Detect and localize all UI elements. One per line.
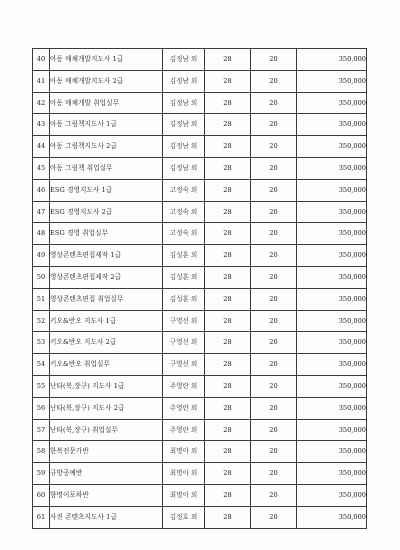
instructor: 주영란 외 (163, 397, 205, 419)
course-name: ESG 경영지도사 1급 (50, 179, 163, 201)
instructor: 주영란 외 (163, 419, 205, 441)
fee: 350,000 (297, 354, 367, 376)
hours: 28 (205, 70, 251, 92)
table-row (33, 92, 367, 114)
table-row (33, 245, 367, 267)
fee: 350,000 (297, 179, 367, 201)
instructor: 구영선 외 (163, 332, 205, 354)
seats: 20 (251, 288, 297, 310)
course-name: 영상콘텐츠편집 취업실무 (50, 288, 163, 310)
fee: 350,000 (297, 114, 367, 136)
hours: 28 (205, 223, 251, 245)
table-row (33, 288, 367, 310)
seats: 20 (251, 70, 297, 92)
hours: 28 (205, 441, 251, 463)
table-row (33, 49, 367, 71)
row-number: 48 (33, 223, 50, 245)
course-name: 아동 매체개발지도사 1급 (50, 49, 163, 71)
course-name: 난타(북,장구) 지도사 2급 (50, 397, 163, 419)
hours: 28 (205, 463, 251, 485)
seats: 20 (251, 136, 297, 158)
instructor: 김성훈 외 (163, 288, 205, 310)
fee: 350,000 (297, 288, 367, 310)
table-row (33, 223, 367, 245)
instructor: 김정남 외 (163, 136, 205, 158)
row-number: 49 (33, 245, 50, 267)
row-number: 54 (33, 354, 50, 376)
table-row (33, 506, 367, 528)
course-name: 키오&반오 지도사 1급 (50, 310, 163, 332)
table-row (33, 114, 367, 136)
course-name: 아동 그림책지도사 2급 (50, 136, 163, 158)
instructor: 김성훈 외 (163, 266, 205, 288)
table-row (33, 332, 367, 354)
hours: 28 (205, 245, 251, 267)
instructor: 고정숙 외 (163, 179, 205, 201)
table-row (33, 463, 367, 485)
hours: 28 (205, 157, 251, 179)
hours: 28 (205, 397, 251, 419)
row-number: 57 (33, 419, 50, 441)
row-number: 40 (33, 49, 50, 71)
seats: 20 (251, 245, 297, 267)
hours: 28 (205, 354, 251, 376)
fee: 350,000 (297, 136, 367, 158)
row-number: 53 (33, 332, 50, 354)
fee: 350,000 (297, 92, 367, 114)
course-name: 한복전문가반 (50, 441, 163, 463)
seats: 20 (251, 179, 297, 201)
seats: 20 (251, 49, 297, 71)
table-row (33, 70, 367, 92)
row-number: 52 (33, 310, 50, 332)
row-number: 55 (33, 375, 50, 397)
instructor: 구영선 외 (163, 310, 205, 332)
fee: 350,000 (297, 157, 367, 179)
seats: 20 (251, 484, 297, 506)
hours: 28 (205, 506, 251, 528)
hours: 28 (205, 92, 251, 114)
table-row (33, 441, 367, 463)
seats: 20 (251, 201, 297, 223)
row-number: 61 (33, 506, 50, 528)
instructor: 최명아 외 (163, 484, 205, 506)
seats: 20 (251, 506, 297, 528)
seats: 20 (251, 397, 297, 419)
fee: 350,000 (297, 419, 367, 441)
instructor: 고정숙 외 (163, 201, 205, 223)
table-row (33, 310, 367, 332)
instructor: 최명아 외 (163, 463, 205, 485)
fee: 350,000 (297, 397, 367, 419)
hours: 28 (205, 49, 251, 71)
course-name: 아동 그림책지도사 1급 (50, 114, 163, 136)
hours: 28 (205, 179, 251, 201)
fee: 350,000 (297, 441, 367, 463)
course-name: 키오&반오 지도사 2급 (50, 332, 163, 354)
row-number: 44 (33, 136, 50, 158)
hours: 28 (205, 375, 251, 397)
row-number: 47 (33, 201, 50, 223)
fee: 350,000 (297, 49, 367, 71)
fee: 350,000 (297, 463, 367, 485)
instructor: 김정남 외 (163, 157, 205, 179)
row-number: 50 (33, 266, 50, 288)
instructor: 최명아 외 (163, 441, 205, 463)
instructor: 김정호 외 (163, 506, 205, 528)
course-name: ESG 경영지도사 2급 (50, 201, 163, 223)
fee: 350,000 (297, 201, 367, 223)
hours: 28 (205, 136, 251, 158)
course-table-body (33, 49, 367, 529)
instructor: 고정숙 외 (163, 223, 205, 245)
seats: 20 (251, 332, 297, 354)
fee: 350,000 (297, 245, 367, 267)
course-name: 난타(북,장구) 지도사 1급 (50, 375, 163, 397)
row-number: 60 (33, 484, 50, 506)
fee: 350,000 (297, 223, 367, 245)
seats: 20 (251, 266, 297, 288)
seats: 20 (251, 310, 297, 332)
seats: 20 (251, 419, 297, 441)
course-table (32, 48, 367, 529)
course-name: 규방공예반 (50, 463, 163, 485)
course-name: 아동 매체개발 취업실무 (50, 92, 163, 114)
course-name: 키오&반오 취업실무 (50, 354, 163, 376)
seats: 20 (251, 463, 297, 485)
row-number: 46 (33, 179, 50, 201)
hours: 28 (205, 419, 251, 441)
hours: 28 (205, 310, 251, 332)
course-name: ESG 경영 취업실무 (50, 223, 163, 245)
instructor: 김정남 외 (163, 70, 205, 92)
instructor: 김정남 외 (163, 92, 205, 114)
instructor: 김성훈 외 (163, 245, 205, 267)
row-number: 51 (33, 288, 50, 310)
course-name: 향명이포하반 (50, 484, 163, 506)
seats: 20 (251, 354, 297, 376)
fee: 350,000 (297, 506, 367, 528)
instructor: 구영선 외 (163, 354, 205, 376)
table-row (33, 419, 367, 441)
table-row (33, 179, 367, 201)
instructor: 김정남 외 (163, 49, 205, 71)
table-row (33, 484, 367, 506)
fee: 350,000 (297, 70, 367, 92)
table-row (33, 397, 367, 419)
seats: 20 (251, 114, 297, 136)
fee: 350,000 (297, 266, 367, 288)
instructor: 주영란 외 (163, 375, 205, 397)
course-name: 사진 콘텐츠지도사 1급 (50, 506, 163, 528)
fee: 350,000 (297, 332, 367, 354)
fee: 350,000 (297, 310, 367, 332)
fee: 350,000 (297, 375, 367, 397)
course-name: 난타(북,장구) 취업실무 (50, 419, 163, 441)
row-number: 45 (33, 157, 50, 179)
course-name: 영상콘텐츠편집제작 2급 (50, 266, 163, 288)
fee: 350,000 (297, 484, 367, 506)
seats: 20 (251, 92, 297, 114)
seats: 20 (251, 441, 297, 463)
table-row (33, 354, 367, 376)
hours: 28 (205, 288, 251, 310)
table-row (33, 157, 367, 179)
row-number: 43 (33, 114, 50, 136)
table-row (33, 266, 367, 288)
table-row (33, 136, 367, 158)
row-number: 58 (33, 441, 50, 463)
course-name: 영상콘텐츠편집제작 1급 (50, 245, 163, 267)
hours: 28 (205, 484, 251, 506)
table-row (33, 201, 367, 223)
table-row (33, 375, 367, 397)
seats: 20 (251, 157, 297, 179)
seats: 20 (251, 375, 297, 397)
hours: 28 (205, 266, 251, 288)
row-number: 42 (33, 92, 50, 114)
row-number: 59 (33, 463, 50, 485)
course-name: 아동 매체개발지도사 2급 (50, 70, 163, 92)
row-number: 56 (33, 397, 50, 419)
row-number: 41 (33, 70, 50, 92)
hours: 28 (205, 201, 251, 223)
instructor: 김정남 외 (163, 114, 205, 136)
course-name: 아동 그림책 취업실무 (50, 157, 163, 179)
hours: 28 (205, 332, 251, 354)
hours: 28 (205, 114, 251, 136)
seats: 20 (251, 223, 297, 245)
